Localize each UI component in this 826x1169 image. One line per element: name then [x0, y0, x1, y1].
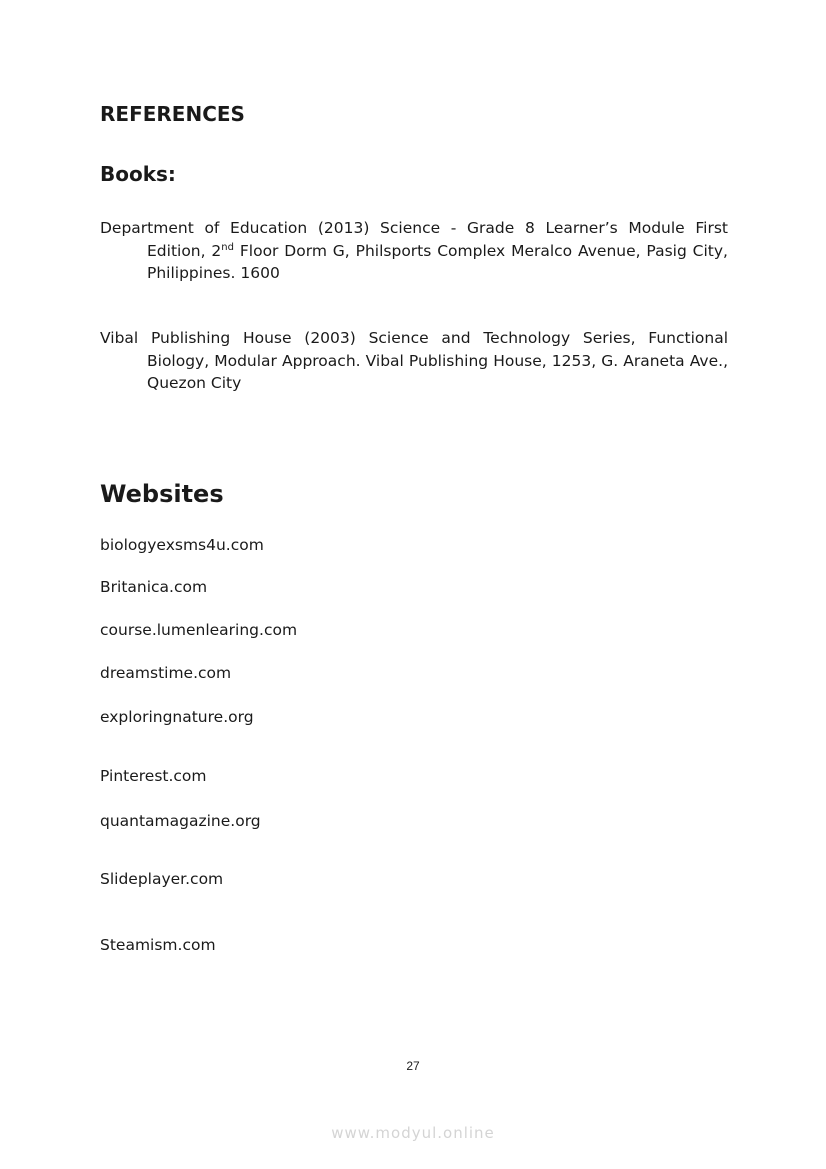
books-heading: Books: [100, 162, 176, 186]
book-reference-1-part1: Department of Education (2013) Science - Grade 8 Learner’s Module First Edition, 2 [100, 219, 728, 260]
website-item: Britanica.com [100, 578, 208, 596]
website-item: course.lumenlearing.com [100, 621, 298, 639]
website-item: biologyexsms4u.com [100, 536, 264, 554]
watermark: www.modyul.online [331, 1124, 495, 1142]
websites-heading: Websites [100, 480, 224, 508]
page-number: 27 [406, 1059, 420, 1073]
website-item: Steamism.com [100, 936, 216, 954]
website-item: dreamstime.com [100, 664, 232, 682]
website-item: Slideplayer.com [100, 870, 224, 888]
website-item: exploringnature.org [100, 708, 254, 726]
book-reference-1-part2: Floor Dorm G, Philsports Complex Meralco Avenue, Pasig City, Philippines. 1600 [147, 241, 728, 282]
references-heading: REFERENCES [100, 102, 245, 126]
book-reference-1-superscript: nd [221, 241, 234, 253]
book-reference-1 [100, 217, 728, 285]
website-item: quantamagazine.org [100, 812, 261, 830]
website-item: Pinterest.com [100, 767, 207, 785]
book-reference-2: Vibal Publishing House (2003) Science and Technology Series, Functional Biology, Modular Approach. Vibal Publishing House, 1253, G. Araneta Ave., Quezon City [100, 329, 728, 392]
